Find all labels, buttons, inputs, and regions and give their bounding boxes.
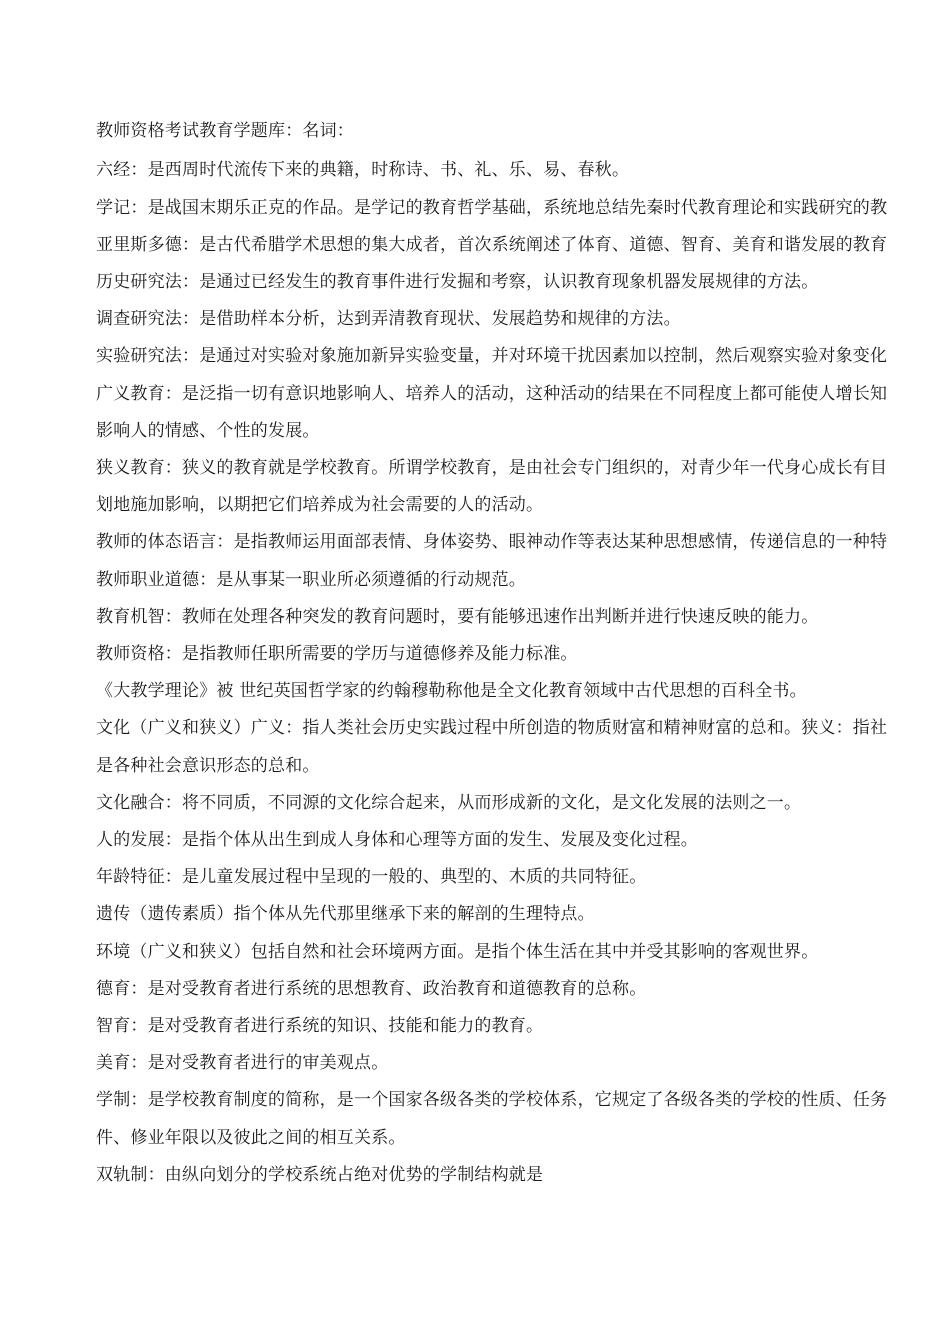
text-line: 教师资格：是指教师任职所需要的学历与道德修养及能力标准。 [96, 644, 578, 664]
document-title: 教师资格考试教育学题库：名词： [96, 121, 354, 141]
text-line: 文化（广义和狭义）广义：指人类社会历史实践过程中所创造的物质财富和精神财富的总和。狭义：指社 [96, 718, 888, 738]
text-line: 《大教学理论》被 世纪英国哲学家的约翰穆勒称他是全文化教育领域中古代思想的百科全书。 [96, 681, 807, 701]
text-line: 双轨制：由纵向划分的学校系统占绝对优势的学制结构就是 [96, 1165, 544, 1185]
text-line: 环境（广义和狭义）包括自然和社会环境两方面。是指个体生活在其中并受其影响的客观世界。 [96, 942, 819, 962]
text-line: 狭义教育：狭义的教育就是学校教育。所谓学校教育，是由社会专门组织的，对青少年一代身心成长有目 [96, 458, 888, 478]
text-line: 文化融合：将不同质，不同源的文化综合起来，从而形成新的文化，是文化发展的法则之一。 [96, 793, 802, 813]
text-line: 件、修业年限以及彼此之间的相互关系。 [96, 1128, 406, 1148]
text-line: 影响人的情感、个性的发展。 [96, 421, 320, 441]
text-line: 教师的体态语言：是指教师运用面部表情、身体姿势、眼神动作等表达某种思想感情，传递信息的一种特 [96, 532, 888, 552]
text-line: 六经：是西周时代流传下来的典籍，时称诗、书、礼、乐、易、春秋。 [96, 160, 630, 180]
text-line: 美育：是对受教育者进行的审美观点。 [96, 1053, 389, 1073]
text-line: 遗传（遗传素质）指个体从先代那里继承下来的解剖的生理特点。 [96, 904, 595, 924]
text-line: 智育：是对受教育者进行系统的知识、技能和能力的教育。 [96, 1016, 544, 1036]
text-line: 实验研究法：是通过对实验对象施加新异实验变量，并对环境干扰因素加以控制，然后观察实验对象变化 [96, 346, 888, 366]
text-line: 德育：是对受教育者进行系统的思想教育、政治教育和道德教育的总称。 [96, 979, 647, 999]
text-line: 学记：是战国末期乐正克的作品。是学记的教育哲学基础，系统地总结先秦时代教育理论和实践研究的教 [96, 198, 888, 218]
text-line: 广义教育：是泛指一切有意识地影响人、培养人的活动，这种活动的结果在不同程度上都可能使人增长知 [96, 384, 888, 404]
text-line: 亚里斯多德：是古代希腊学术思想的集大成者，首次系统阐述了体育、道德、智育、美育和谐发展的教育 [96, 235, 888, 255]
text-line: 是各种社会意识形态的总和。 [96, 756, 320, 776]
text-line: 学制：是学校教育制度的简称，是一个国家各级各类的学校体系，它规定了各级各类的学校的性质、任务 [96, 1090, 888, 1110]
text-line: 人的发展：是指个体从出生到成人身体和心理等方面的发生、发展及变化过程。 [96, 830, 698, 850]
text-line: 教师职业道德：是从事某一职业所必须遵循的行动规范。 [96, 570, 526, 590]
text-line: 历史研究法：是通过已经发生的教育事件进行发掘和考察，认识教育现象机器发展规律的方法。 [96, 272, 819, 292]
text-line: 调查研究法：是借助样本分析，达到弄清教育现状、发展趋势和规律的方法。 [96, 309, 681, 329]
text-line: 年龄特征：是儿童发展过程中呈现的一般的、典型的、木质的共同特征。 [96, 867, 647, 887]
text-line: 划地施加影响，以期把它们培养成为社会需要的人的活动。 [96, 495, 544, 515]
text-line: 教育机智：教师在处理各种突发的教育问题时，要有能够迅速作出判断并进行快速反映的能力。 [96, 607, 819, 627]
